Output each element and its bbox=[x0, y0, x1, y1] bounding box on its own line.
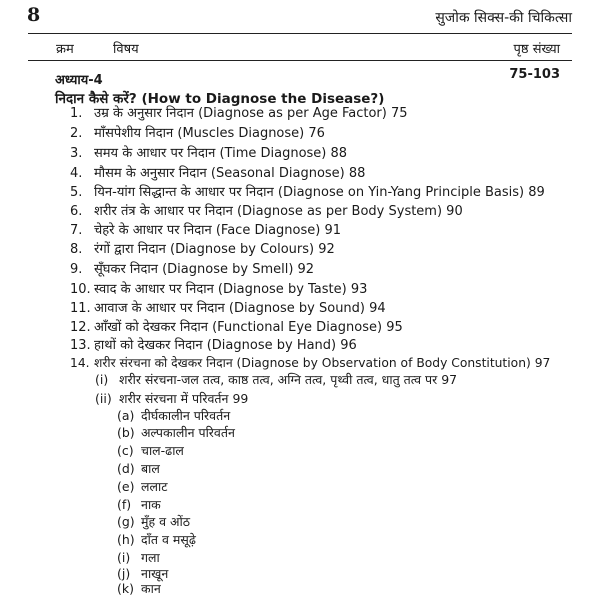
entry-number: 3. bbox=[70, 146, 83, 161]
top-rule bbox=[28, 33, 572, 34]
subsubentry-text: नाखून bbox=[141, 566, 169, 581]
page-number: 8 bbox=[27, 4, 41, 26]
entry-text: यिन-यांग सिद्धान्त के आधार पर निदान (Diagnose on Yin-Yang Principle Basis) 89 bbox=[94, 185, 545, 200]
toc-subsubentry bbox=[117, 550, 160, 566]
subsubentry-number: (f) bbox=[117, 497, 132, 512]
subsubentry-number: (i) bbox=[117, 550, 131, 565]
toc-subentry bbox=[95, 391, 248, 407]
subsubentry-number: (a) bbox=[117, 408, 135, 423]
toc-subsubentry bbox=[117, 443, 184, 459]
subsubentry-number: (c) bbox=[117, 443, 134, 458]
subsubentry-text: दाँत व मसूढ़े bbox=[141, 532, 196, 547]
subsubentry-text: दीर्घकालीन परिवर्तन bbox=[141, 408, 231, 423]
toc-entry bbox=[70, 185, 545, 201]
entry-text: स्वाद के आधार पर निदान (Diagnose by Taste) 93 bbox=[94, 282, 368, 297]
entry-number: 7. bbox=[70, 223, 83, 238]
toc-entry bbox=[70, 338, 357, 354]
entry-number: 1. bbox=[70, 106, 83, 121]
subsubentry-text: कान bbox=[141, 581, 161, 596]
entry-number: 5. bbox=[70, 185, 83, 200]
toc-subentry bbox=[95, 372, 457, 388]
entry-text: हाथों को देखकर निदान (Diagnose by Hand) 96 bbox=[94, 338, 357, 353]
toc-subsubentry bbox=[117, 566, 168, 582]
column-header-kram: क्रम bbox=[56, 42, 74, 57]
toc-subsubentry bbox=[117, 497, 161, 513]
entry-text: समय के आधार पर निदान (Time Diagnose) 88 bbox=[94, 146, 348, 161]
header-rule bbox=[28, 60, 572, 61]
subsubentry-text: ललाट bbox=[141, 479, 168, 494]
subsubentry-number: (b) bbox=[117, 425, 135, 440]
subentry-number: (ii) bbox=[95, 391, 112, 406]
toc-entry bbox=[70, 320, 403, 336]
entry-text: रंगों द्वारा निदान (Diagnose by Colours) 92 bbox=[94, 242, 335, 257]
subentry-number: (i) bbox=[95, 372, 109, 387]
entry-number: 13. bbox=[70, 338, 91, 353]
entry-text: आँखों को देखकर निदान (Functional Eye Diagnose) 95 bbox=[94, 320, 403, 335]
entry-text: सूँघकर निदान (Diagnose by Smell) 92 bbox=[94, 262, 315, 277]
toc-subsubentry bbox=[117, 532, 196, 548]
toc-subsubentry bbox=[117, 514, 190, 530]
chapter-label: अध्याय-4 bbox=[55, 73, 103, 88]
subsubentry-text: मुँह व ओंठ bbox=[141, 514, 191, 529]
subsubentry-number: (h) bbox=[117, 532, 135, 547]
toc-entry bbox=[70, 301, 386, 317]
subsubentry-number: (g) bbox=[117, 514, 135, 529]
subsubentry-text: अल्पकालीन परिवर्तन bbox=[141, 425, 235, 440]
running-title: सुजोक सिक्स-की चिकित्सा bbox=[435, 10, 572, 26]
toc-subsubentry bbox=[117, 461, 160, 477]
toc-entry bbox=[70, 204, 463, 220]
entry-text: माँसपेशीय निदान (Muscles Diagnose) 76 bbox=[94, 126, 325, 141]
entry-number: 14. bbox=[70, 356, 90, 370]
entry-text: मौसम के अनुसार निदान (Seasonal Diagnose) 88 bbox=[94, 166, 366, 181]
column-header-page-count: पृष्ठ संख्या bbox=[513, 42, 560, 57]
toc-entry bbox=[70, 262, 314, 278]
entry-number: 11. bbox=[70, 301, 91, 316]
entry-text: शरीर तंत्र के आधार पर निदान (Diagnose as per Body System) 90 bbox=[94, 204, 463, 219]
toc-subsubentry bbox=[117, 581, 161, 597]
entry-number: 4. bbox=[70, 166, 83, 181]
toc-subsubentry bbox=[117, 479, 168, 495]
entry-number: 12. bbox=[70, 320, 91, 335]
toc-entry bbox=[70, 355, 550, 371]
entry-text: आवाज के आधार पर निदान (Diagnose by Sound) 94 bbox=[94, 301, 386, 316]
toc-entry bbox=[70, 106, 408, 122]
subentry-text: शरीर संरचना में परिवर्तन 99 bbox=[119, 391, 249, 406]
entry-number: 9. bbox=[70, 262, 83, 277]
entry-text: उम्र के अनुसार निदान (Diagnose as per Age Factor) 75 bbox=[94, 106, 408, 121]
toc-entry bbox=[70, 166, 365, 182]
entry-number: 6. bbox=[70, 204, 83, 219]
chapter-page-range: 75-103 bbox=[509, 67, 560, 82]
toc-entry bbox=[70, 126, 325, 142]
subsubentry-text: नाक bbox=[141, 497, 161, 512]
subentry-text: शरीर संरचना-जल तत्व, काष्ठ तत्व, अग्नि तत्व, पृथ्वी तत्व, धातु तत्व पर 97 bbox=[119, 372, 458, 387]
entry-text: शरीर संरचना को देखकर निदान (Diagnose by Observation of Body Constitution) 97 bbox=[94, 356, 551, 370]
subsubentry-number: (k) bbox=[117, 581, 134, 596]
entry-number: 8. bbox=[70, 242, 83, 257]
subsubentry-number: (j) bbox=[117, 566, 131, 581]
subsubentry-text: गला bbox=[141, 550, 160, 565]
toc-entry bbox=[70, 242, 335, 258]
chapter-title: निदान कैसे करें? (How to Diagnose the Disease?) bbox=[55, 91, 385, 107]
entry-text: चेहरे के आधार पर निदान (Face Diagnose) 91 bbox=[94, 223, 342, 238]
toc-subsubentry bbox=[117, 425, 235, 441]
toc-entry bbox=[70, 223, 341, 239]
toc-subsubentry bbox=[117, 408, 230, 424]
entry-number: 10. bbox=[70, 282, 91, 297]
subsubentry-number: (e) bbox=[117, 479, 135, 494]
toc-entry bbox=[70, 146, 347, 162]
entry-number: 2. bbox=[70, 126, 83, 141]
column-header-vishay: विषय bbox=[113, 42, 139, 57]
subsubentry-text: चाल-ढाल bbox=[141, 443, 184, 458]
toc-entry bbox=[70, 282, 367, 298]
subsubentry-number: (d) bbox=[117, 461, 135, 476]
subsubentry-text: बाल bbox=[141, 461, 160, 476]
